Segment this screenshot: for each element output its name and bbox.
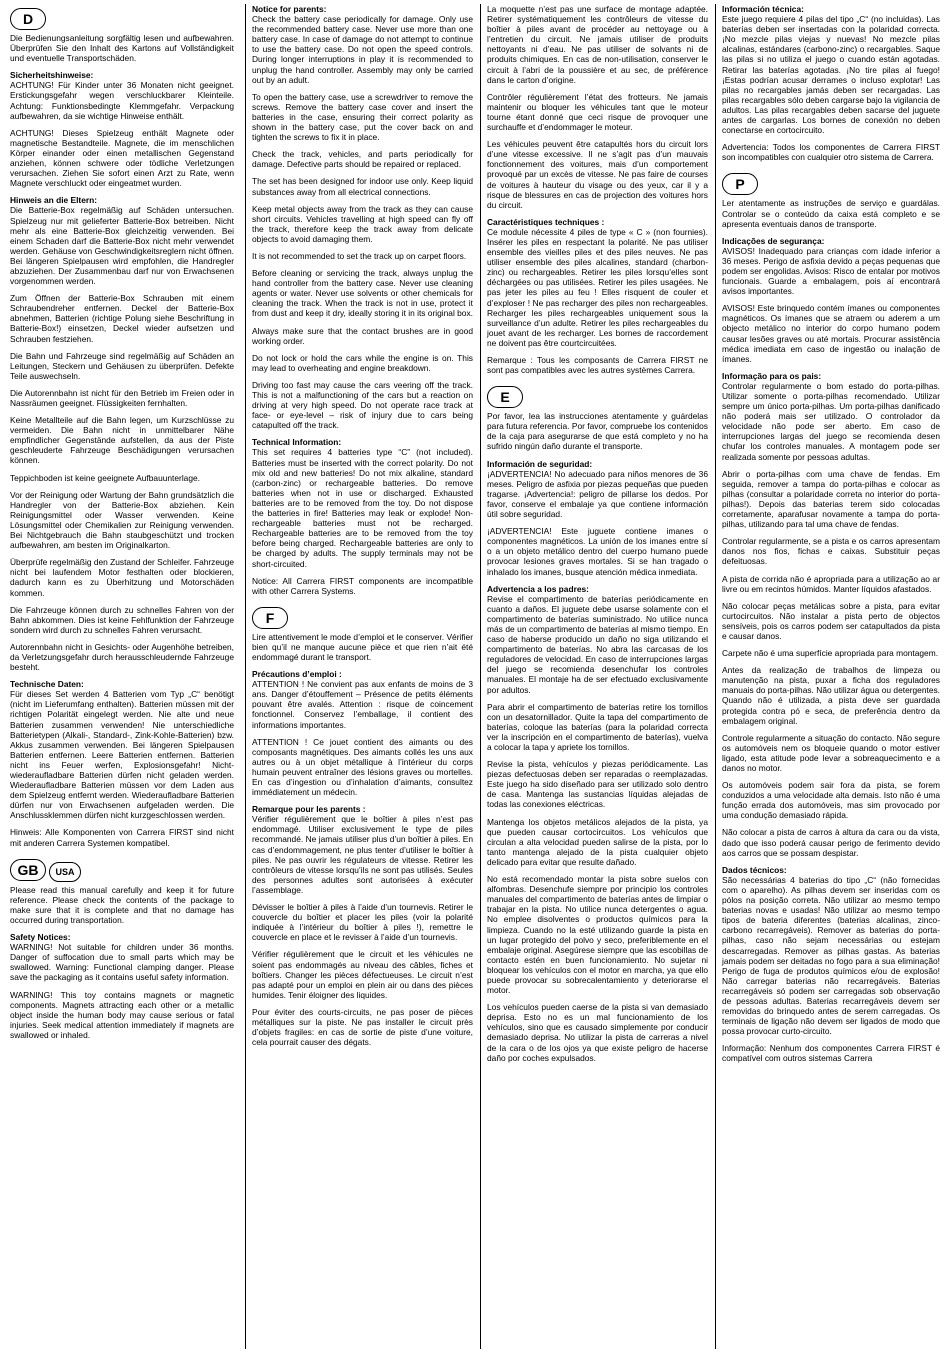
- gb-magnet-warning: WARNING! This toy contains magnets or magnetic components. Magnets attracting each other or a metallic object inside the human body may cause serious or fatal injuries. Seek medical attention immediately if magnets are swallowed or inhaled.: [10, 989, 234, 1040]
- de-parents-text: Teppichboden ist keine geeignete Aufbauunterlage.: [10, 472, 200, 483]
- fr-parents-text: Contrôler régulièrement l’état des frotteurs. Ne jamais maintenir ou bloquer les véhicules tant que le moteur tourne étant donné que ceci risque de provoquer une surchauffe et d’endommager le moteur.: [487, 91, 708, 133]
- de-parents-text: Überprüfe regelmäßig den Zustand der Schleifer. Fahrzeuge nicht bei laufendem Motor festhalten oder blockieren, dadurch kann es zu Überhitzung und Motorschäden kommen.: [10, 557, 234, 598]
- pt-compat-notice: Informação: Nenhum dos componentes Carrera FIRST é compatível com outros sistemas Carrera: [722, 1043, 940, 1064]
- gb-parents-heading: Notice for parents:: [252, 4, 327, 14]
- fr-parents-text: La moquette n’est pas une surface de montage adaptée. Retirer systématiquement les contrôleurs de vitesse du boîtier à piles avant de procéder au nettoyage ou à l’entretien du circuit. Ne jamais utiliser de produits nettoyants ni d’eau. Ne pas utiliser de solvants ni de produits chimiques. En cas de non-utilisation, conserver le circuit à l’abri de la poussière et au sec, de préférence dans le carton d’origine.: [487, 4, 708, 85]
- gb-parents-text: Always make sure that the contact brushes are in good working order.: [252, 325, 473, 346]
- es-parents-text: Revise la pista, vehículos y piezas periódicamente. Las piezas defectuosas deben ser reparadas o reemplazadas. Este juego ha sido diseñado para ser utilizado solo dentro de casa. Mantenga las sustancias líquidas alejadas de todas las conexiones eléctricas.: [487, 759, 708, 810]
- fr-parents-text: Vérifier régulièrement que le circuit et les véhicules ne soient pas endommagés au niveau des câbles, fiches et boîtiers. Changer les pièces défectueuses. Le circuit n’est pas adapté pour un emploi en plein air ou dans des pièces humides. Tenir éloigner des liquides.: [252, 949, 473, 1000]
- language-badge-de: D: [10, 8, 46, 30]
- fr-parents-text: Dévisser le boîtier à piles à l’aide d’un tournevis. Retirer le couvercle du boîtier et placer les piles (voir la polarité indiquée à l’intérieur du boîtier à piles !), remettre le couvercle en place et le revisser à l’aide d’un tournevis.: [252, 902, 473, 943]
- pt-safety-heading: Indicações de segurança:: [722, 235, 825, 246]
- gb-parents-text: Check the battery case periodically for damage. Only use the recommended battery case. Never use more than one battery case. In case of damage do not attempt to continue to use the battery case. Do not open the speed controls. During longer interruptions in play it is recommended to unplug the hand controller. Assembly may only be carried out by an adult.: [252, 14, 473, 85]
- es-magnet-warning: ¡ADVERTENCIA! Este juguete contiene imanes o componentes magnéticos. La unión de los imanes entre sí o a un objeto metálico dentro del cuerpo humano puede provocar lesiones graves mortales. Si se han tragado o inhalado los imanes, busque atención médica inmediata.: [487, 526, 708, 577]
- gb-parents-text: It is not recommended to set the track up on carpet floors.: [252, 250, 467, 261]
- de-parents-text: Zum Öffnen der Batterie-Box Schrauben mit einem Schraubendreher entfernen. Deckel der Batterie-Box abnehmen, Batterien (richtige Polung siehe Beschriftung in Batterie-Box!) einsetzen, Deckel wieder aufsetzen und Schrauben festziehen.: [10, 293, 234, 344]
- es-intro: Por favor, lea las instrucciones atentamente y guárdelas para futura referencia. Por favor, compruebe los contenidos de la caja para asegurarse de que está completo y no ha sufrido ningún daño durante el transporte.: [487, 411, 708, 452]
- pt-parents-text: Antes da realização de trabalhos de limpeza ou manutenção na pista, puxar a ficha dos reguladores manuais do porta-pilhas. Não utilizar água ou detergentes. Quando não é utilizada, a pista deve ser guardada protegida contra pó e seca, de preferência dentro da embalagem original.: [722, 665, 940, 726]
- language-badge-f: F: [252, 607, 288, 629]
- de-parents-text: Autorennbahn nicht in Gesichts- oder Augenhöhe betreiben, da Verletzungsgefahr durch herausschleudernde Fahrzeuge besteht.: [10, 641, 234, 673]
- es-tech-text: Este juego requiere 4 pilas del tipo „C“ (no incluidas). Las baterías deben ser insertadas con la polaridad correcta. ¡No mezcle pilas viejas y nuevas! No mezcle pilas alcalinas, estándares (carbono-zinc) o recargables. Saque las pilas si no utiliza el juego o cuando están agotadas. Retirar las baterías agotadas. ¡No tire pilas al fuego! ¡Estas podrían acusar derrames o incluso explotar! Las pilas no recargables jamás deben ser recargadas. Las pilas recargables sólo deben cargarse bajo la vigilancia de adultos. Las pilas recargables deben sacarse del juguete antes de cargarlas. Los bornes de conexión no deben conectarse en cortocircuito.: [722, 14, 940, 136]
- language-badge-e: E: [487, 386, 523, 408]
- gb-parents-text: Check the track, vehicles, and parts periodically for damage. Defective parts should be repaired or replaced.: [252, 149, 473, 170]
- column-french-spanish: [480, 4, 714, 1349]
- gb-safety-text: WARNING! Not suitable for children under 36 months. Danger of suffocation due to small parts which may be swallowed. Warning: Functional clamping danger. Please save the packaging as it contains useful safety information.: [10, 942, 234, 983]
- de-compat-notice: Hinweis: Alle Komponenten von Carrera FIRST sind nicht mit anderen Carrera Systemen kompatibel.: [10, 827, 234, 848]
- pt-parents-text: Não colocar peças metálicas sobre a pista, para evitar curtocircuitos. Não instalar a pista perto de objectos sensíveis, pois os carros podem ser catapultados da pista e causar danos.: [722, 600, 940, 641]
- pt-parents-text: A pista de corrida não é apropriada para a utilização ao ar livre ou em recintos húmidos. Manter líquidos afastados.: [722, 573, 940, 594]
- de-parents-text: Die Fahrzeuge können durch zu schnelles Fahren von der Bahn abkommen. Dies ist keine Fehlfunktion der Fahrzeuge sondern wird durch zu schnelles Fahren verursacht.: [10, 604, 234, 635]
- fr-tech-heading: Caractéristiques techniques :: [487, 216, 605, 227]
- pt-tech-heading: Dados técnicos:: [722, 864, 787, 875]
- fr-tech-text: Ce module nécessite 4 piles de type « C » (non fournies). Insérer les piles en respectant la polarité. Ne pas utiliser ensemble des vieilles piles et des piles neuves. Ne pas utiliser ensemble des piles alcalines, standard (charbon-zinc) ou rechargeables. Retirer les piles lorsqu’elles sont déchargées ou pas utilisées. Retirer les piles usagées. Ne pas jeter les piles au feu ! Elles risquent de couler et d’exploser ! Ne pas recharger des piles non rechargeables. Recharger les piles rechargeables uniquement sous la surveillance d’un adulte. Retirer les piles rechargeables du jouet avant de les recharger. Les bornes de raccordement ne doivent pas être courtcircuitées.: [487, 226, 708, 348]
- es-safety-heading: Información de seguridad:: [487, 458, 593, 469]
- es-parents-text: No está recomendado montar la pista sobre suelos con alfombras. Desenchufe siempre por principio los controles manuales del compartimento de baterías antes de limpiar o trabajar en la pista. No utilice nunca detergentes o agua. No emplee disolventes o productos químicos para la limpieza. Cuando no la esté utilizando guarde la pista en un lugar protegido del polvo y seco, preferiblemente en el embalaje original. Asegúrese siempre que las escobillas de contacto estén en buen funcionamiento. No sujetar ni bloquear los vehículos con el motor en marcha, ya que ello puede provocar su sobrecalentamiento y deteriorarse el motor.: [487, 874, 708, 996]
- gb-parents-text: Do not lock or hold the cars while the engine is on. This may lead to overheating and engine breakdown.: [252, 352, 473, 373]
- gb-tech-text: This set requires 4 batteries type “C” (not included). Batteries must be inserted with the correct polarity. Do not mix old and new batteries! Do not mix alkaline, standard (carbon-zinc) or rechargeable batteries. Do remove batteries when not in use or discharged. Exhausted batteries are to be removed from the toy. Do not dispose the batteries in fire! Batteries may leak or explode! Non-rechargeable batteries must not be recharged. Rechargeable batteries are to be removed from the toy before being charged. Rechargeable batteries are only to be charged by adults. The supply terminals may not be short-circuited.: [252, 447, 473, 569]
- gb-parents-text: Before cleaning or servicing the track, always unplug the hand controller from the battery case. Never use cleaning agents or water. Never use solvents or other chemicals for cleaning the track. When the track is not in use, protect it from dust and keep it dry, ideally storing it in its original box.: [252, 268, 473, 319]
- de-safety-text: ACHTUNG! Für Kinder unter 36 Monaten nicht geeignet. Erstickungsgefahr wegen verschluckbarer Kleinteile. Achtung: Funktionsbedingte Klemmgefahr. Verpackung aufbewahren, da sie wichtige Hinweise enthält.: [10, 80, 234, 121]
- pt-parents-text: Controlar regularmente, se a pista e os carros apresentam danos nos fios, fichas e caixas. Substituir peças defeituosas.: [722, 536, 940, 567]
- fr-parents-text: Les véhicules peuvent être catapultés hors du circuit lors d’une vitesse excessive. Il ne s’agit pas d’un mauvais fonctionnement des voitures, mais d’un comportement provoqué par un excès de vitesse. Ne pas faire de courses de voitures à hauteur du visage ou des yeux, car il y a risque de blessures en cas de projection des voitures hors du circuit.: [487, 139, 708, 210]
- gb-intro: Please read this manual carefully and keep it for future reference. Please check the contents of the package to make sure that it is complete and that no damage has occurred during transportation.: [10, 884, 234, 925]
- es-compat-notice: Advertencia: Todos los componentes de Carrera FIRST son incompatibles con cualquier otro sistema de Carrera.: [722, 142, 940, 163]
- language-badge-p: P: [722, 173, 758, 195]
- de-tech-text: Für dieses Set werden 4 Batterien vom Typ „C“ benötigt (nicht im Lieferumfang enthalten). Batterien müssen mit der richtigen Polarität eingelegt werden. Nie alte und neue Batterien zusammen verwenden! Nie unterschiedliche Batterietypen (Alkali-, Standard-, Zink-Kohle-Batterien) bzw. Akkus zusammen verwenden. Bei längeren Spielpausen Batterien entfernen. Leere Batterien entfernen. Batterien nicht ins Feuer werfen, Explosionsgefahr! Nicht-wiederaufladbare Batterien dürfen nicht geladen werden. Wiederaufladbare Batterien müssen vor dem Laden aus dem Spielzeug entfernt werden. Wiederaufladbare Batterien dürfen nur von Erwachsenen aufgeladen werden. Die Anschlussklemmen dürfen nicht kurzgeschlossen werden.: [10, 689, 234, 821]
- pt-parents-text: Abrir o porta-pilhas com uma chave de fendas. Em seguida, remover a tampa do porta-pilhas e colocar as pilhas (consultar a polaridade correta no interior do porta-pilhas!). Depois das baterias terem sido colocadas corretamente, aparafusar novamente a tampa do porta-pilhas, utilizando para tal uma chave de fendas.: [722, 468, 940, 530]
- gb-parents-text: To open the battery case, use a screwdriver to remove the screws. Remove the battery case cover and insert the batteries in the case, ensuring their correct polarity as shown in the battery case, put the cover back on and tighten the screws to fix it in place.: [252, 91, 473, 143]
- pt-tech-text: São necessárias 4 baterias do tipo „C“ (não fornecidas com o aparelho). As pilhas devem ser inseridas com os pólos na posição correta. Não utilizar ao mesmo tempo baterias novas e usadas! Não utilizar ao mesmo tempo tipos de bateria diferentes (baterias alcalinas, zinco-carbono recarregáveis). Remover as baterias do porta-pilhas, caso não sejam necessárias ou estejam descarregadas. Remover as pilhas gastas. As baterias jamais podem ser deitadas no fogo para a sua eliminação! Perigo de fuga de produtos químicos e/ou de explosão! Não carregar baterias não recarregáveis. Baterias recarregáveis só podem ser carregadas sob observação de pessoas adultas. Baterias recarregáveis devem ser removidas do brinquedo antes de serem carregadas. Os terminais de ligação não devem ser ligados de modo que possa provocar curto-circuito.: [722, 874, 940, 1037]
- de-parents-text: Keine Metallteile auf die Bahn legen, um Kurzschlüsse zu vermeiden. Die Bahn nicht in unmittelbarer Nähe empfindlicher Gegenstände aufstellen, da aus der Piste geschleuderte Fahrzeuge Beschädigungen verursachen können.: [10, 415, 234, 466]
- de-intro: Die Bedienungsanleitung sorgfältig lesen und aufbewahren. Überprüfen Sie den Inhalt des Kartons auf Vollständigkeit und eventuelle Transportschäden.: [10, 33, 234, 64]
- gb-parents-text: The set has been designed for indoor use only. Keep liquid substances away from all electrical connections.: [252, 176, 473, 197]
- es-parents-text: Revise el compartimento de baterías periódicamente en cuanto a daños. El juguete debe usarse solamente con el compartimento de baterías suministrado. No utilice nunca más de un compartimento de baterías al mismo tiempo. En caso de haberse producido un daño no siga utilizando el compartimento de baterías. No abra las carcasas de los reguladores de velocidad. En caso de interrupciones largas del juego se recomienda desenchufar los controles manuales. El montaje ha de ser efectuado exclusivamente por adultos.: [487, 593, 708, 695]
- fr-precautions-heading: Précautions d’emploi :: [252, 669, 342, 680]
- de-magnet-warning: ACHTUNG! Dieses Spielzeug enthält Magnete oder magnetische Bestandteile. Magnete, die im menschlichen Körper einander oder einen metallischen Gegenstand anziehen, können schwere oder tödliche Verletzungen verursachen. Ziehen Sie sofort einen Arzt zu Rate, wenn Magnete verschluckt oder eingeatmet wurden.: [10, 127, 234, 189]
- es-parents-heading: Advertencia a los padres:: [487, 583, 589, 594]
- language-badge-gb: GB: [10, 859, 46, 881]
- pt-intro: Ler atentamente as instruções de serviço e guardálas. Controlar se o conteúdo da caixa está completo e se apresenta eventuais danos de transporte.: [722, 198, 940, 229]
- es-parents-text: Los vehículos pueden caerse de la pista si van demasiado deprisa. Esto no es un mal funcionamiento de los vehículos, sino que es causado simplemente por conducir demasiado deprisa. No utilizar la pista de carreras a nivel de la cara o de los ojos ya que existe peligro de hacerse daño por coches expulsados.: [487, 1002, 708, 1063]
- gb-safety-heading: Safety Notices:: [10, 932, 71, 943]
- fr-intro: Lire attentivement le mode d’emploi et le conserver. Vérifier bien qu’il ne manque aucune pièce et que rien n’ait été endommagé durant le transport.: [252, 631, 473, 662]
- de-parents-text: Die Batterie-Box regelmäßig auf Schäden untersuchen. Spielzeug nur mit gelieferter Batterie-Box betreiben. Nicht mehr als eine Batterie-Box gleichzeitig verwenden. Bei einem Schaden darf die Batterie-Box nicht mehr verwendet werden. Gehäuse von Geschwindigkeitsreglern nicht öffnen. Bei längeren Spielpausen wird empfohlen, die Handregler abzuziehen. Der Zusammenbau darf nur von Erwachsenen vorgenommen werden.: [10, 205, 234, 287]
- instruction-sheet: [4, 4, 946, 1349]
- gb-parents-text: Keep metal objects away from the track as they can cause short circuits. Vehicles travelling at high speed can fly off the track, therefore keep the track away from delicate objects to avoid damaging them.: [252, 203, 473, 244]
- pt-parents-text: Controlar regularmente o bom estado do porta-pilhas. Utilizar somente o porta-pilhas recomendado. Utilizar sempre um único porta-pilhas. Um porta-pilhas danificado não poderá mais ser utilizado. O controlador da velocidade não pode ser aberto. Em caso de interrupciones largas del juego se recomienda desen chufar los controles manuales. A montagem pode ser realizada somente por pessoas adultas.: [722, 380, 940, 462]
- de-parents-text: Die Autorennbahn ist nicht für den Betrieb im Freien oder in Nassräumen geeignet. Flüssigkeiten fernhalten.: [10, 387, 234, 408]
- pt-parents-text: Os automóveis podem sair fora da pista, se forem conduzidos a uma velocidade alta demais. Isto não é uma função errada dos automóveis, mas sim provocado por uma condução demasiado rápida.: [722, 780, 940, 821]
- pt-parents-heading: Informação para os pais:: [722, 370, 822, 381]
- es-parents-text: Para abrir el compartimento de baterías retire los tornillos con un desatornillador. Quite la tapa del compartimento de baterías, coloque las baterías (para la polaridad correcta ver la inscripción en el compartimento de baterías), vuelva a colocar la tapa y apriete los tornillos.: [487, 701, 708, 752]
- fr-compat-notice: Remarque : Tous les composants de Carrera FIRST ne sont pas compatibles avec les autres systèmes Carrera.: [487, 355, 708, 376]
- pt-parents-text: Carpete não é uma superfície apropriada para montagem.: [722, 648, 939, 659]
- pt-safety-text: AVISOS! Inadequado para crianças com idade inferior a 36 meses. Perigo de asfixia devido a peças pequenas que podem ser engolidas. Avisos: Risco de entalar por motivos funcionais. Guarde a embalagem, pois aí encontrará avisos importantes.: [722, 245, 940, 297]
- de-parents-text: Vor der Reinigung oder Wartung der Bahn grundsätzlich die Handregler von der Batterie-Box abziehen. Kein Reinigungsmittel oder Wasser verwenden. Keine Lösungsmittel oder Chemikalien zur Reinigung verwenden. Bei Nichtgebrauch die Bahn staubgeschützt und trocken aufbewahren, am besten im Originalkarton.: [10, 489, 234, 551]
- pt-parents-text: Não colocar a pista de carros à altura da cara ou da vista, dado que isso poderá causar perigo de ferimento devido aos carros que se possam despistar.: [722, 827, 940, 858]
- de-parents-heading: Hinweis an die Eltern:: [10, 195, 98, 206]
- fr-parents-heading: Remarque pour les parents :: [252, 804, 366, 815]
- fr-precautions-text: ATTENTION ! Ne convient pas aux enfants de moins de 3 ans. Danger d’étouffement – Présence de petits éléments pouvant être avalés. Attention : risque de coincement fonctionnel. Conservez l’emballage, il contient des informations importantes.: [252, 679, 473, 730]
- es-parents-text: Mantenga los objetos metálicos alejados de la pista, ya que pueden causar cortocircuitos. Los vehículos que circulan a alta velocidad pueden salirse de la pista, por lo tanto mantenga alejado de la pista cualquier objeto delicado para evitar que resulte dañado.: [487, 816, 708, 867]
- column-german-english: [4, 4, 240, 1349]
- column-english-french: [245, 4, 479, 1349]
- de-safety-heading: Sicherheitshinweise:: [10, 70, 94, 81]
- language-badge-usa: USA: [49, 862, 81, 882]
- gb-tech-heading: Technical Information:: [252, 437, 342, 448]
- gb-compat-notice: Notice: All Carrera FIRST components are incompatible with other Carrera Systems.: [252, 575, 473, 596]
- fr-magnet-warning: ATTENTION ! Ce jouet contient des aimants ou des composants magnétiques. Des aimants collés les uns aux autres ou à un objet métallique à l’intérieur du corps humain peuvent entraîner des lésions graves ou mortelles. En cas d’ingestion ou d’inhalation d’aimants, consultez immédiatement un médecin.: [252, 736, 473, 798]
- de-parents-text: Die Bahn und Fahrzeuge sind regelmäßig auf Schäden an Leitungen, Steckern und Gehäusen zu überprüfen. Defekte Teile auswechseln.: [10, 350, 234, 381]
- es-tech-heading: Información técnica:: [722, 4, 804, 14]
- fr-parents-text: Pour éviter des courts-circuits, ne pas poser de pièces métalliques sur la piste. Ne pas installer le circuit près d’objets fragiles: en cas de sortie de piste d’une voiture, cela pourrait causer des dégats.: [252, 1006, 473, 1048]
- gb-parents-text: Driving too fast may cause the cars veering off the track. This is not a malfunctioning of the cars but a reaction on driving at very high speed. Do not operate race track at face- or eye-level – risk of injury due to cars being catapulted off the track.: [252, 379, 473, 431]
- es-safety-text: ¡ADVERTENCIA! No adecuado para niños menores de 36 meses. Peligro de asfixia por piezas pequeñas que pueden tragarse. ¡Advertencia!: peligro de pillarse los dedos. Por favor, conserve el embalaje ya que contiene información útil sobre seguridad.: [487, 468, 708, 520]
- pt-magnet-warning: AVISOS! Este brinquedo contém ímanes ou componentes magnéticos. Os ímanes que se atraem ou aderem a um objecto metálico no interior do corpo humano podem causar lesões graves ou até mortais. Procurar assistência médica imediata em caso de ingestão ou inalação de ímanes.: [722, 303, 940, 364]
- fr-parents-text: Vérifier régulièrement que le boîtier à piles n’est pas endommagé. Utiliser exclusivement le type de piles recommandé. Ne jamais utiliser plus d’un boîtier à piles. En cas d’endommagement, ne plus tenter d’utiliser le boîtier à piles. Ne pas ouvrir les régulateurs de vitesse. Retirer les contrôleurs de vitesse lorsqu’ils ne sont pas utilisés. Seules des personnes adultes sont autorisées à exécuter l’assemblage.: [252, 814, 473, 895]
- pt-parents-text: Controle regularmente a situação do contacto. Não segure os automóveis nem os bloqueie quando o motor estiver ligado, esta atitude pode levar a sobreaquecimento e a danos no motor.: [722, 732, 940, 773]
- de-tech-heading: Technische Daten:: [10, 679, 84, 690]
- column-spanish-portuguese: [715, 4, 946, 1349]
